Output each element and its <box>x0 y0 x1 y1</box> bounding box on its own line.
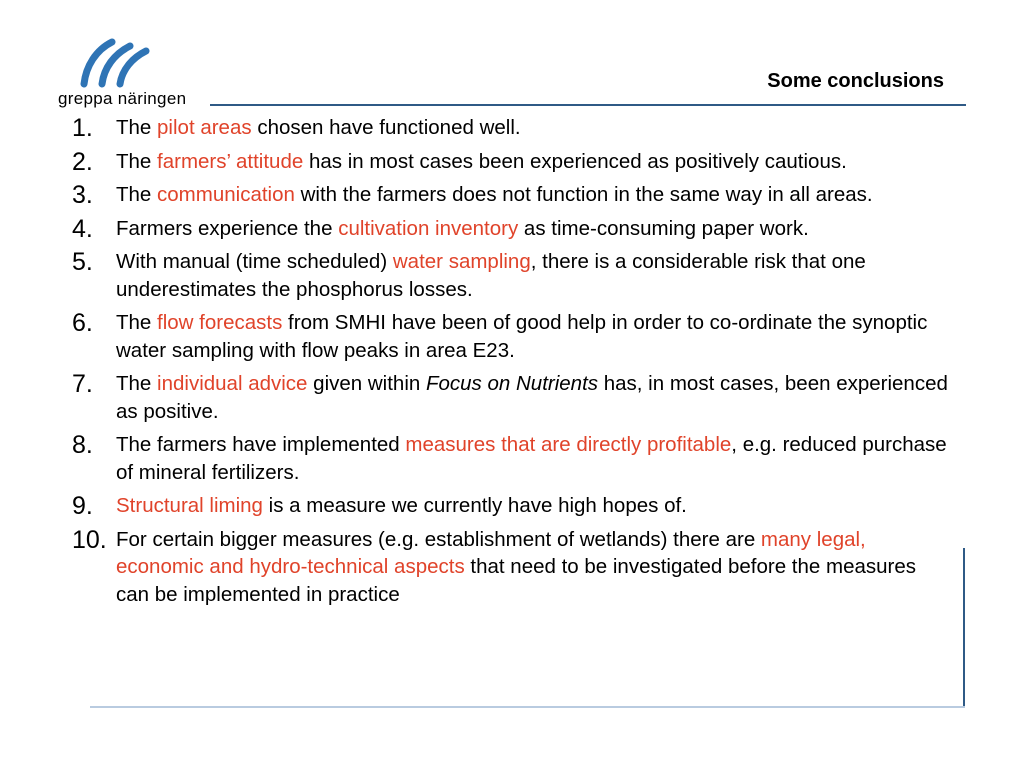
item-number: 10. <box>72 525 107 554</box>
highlighted-phrase: communication <box>157 183 295 206</box>
item-number: 6. <box>72 309 93 337</box>
conclusions-list <box>72 114 952 614</box>
item-text: The farmers have implemented <box>116 433 406 456</box>
item-text: from SMHI have been of good help in order to co-ordinate the synoptic water sampling with flow peaks in area E23. <box>116 311 928 362</box>
title-rule <box>210 104 966 106</box>
list-item <box>72 181 952 209</box>
slide-title: Some conclusions <box>767 70 944 92</box>
italic-phrase: Focus on Nutrients <box>425 372 599 395</box>
item-text: has, in most cases, been experienced as positive. <box>116 372 948 423</box>
item-text: The <box>116 372 158 395</box>
greppa-naringen-logo <box>58 38 198 110</box>
highlighted-phrase: measures that are directly profitable <box>405 433 732 456</box>
item-text: that need to be investigated before the measures can be implemented in practice <box>116 555 917 606</box>
logo-text: greppa näringen <box>58 89 187 108</box>
item-text: , e.g. reduced purchase of mineral fertilizers. <box>116 433 947 484</box>
item-number: 8. <box>72 431 93 459</box>
list-item <box>72 526 952 609</box>
list-item <box>72 114 952 142</box>
item-text: The <box>116 149 158 173</box>
list-item <box>72 309 952 364</box>
item-text: has in most cases been experienced as positively cautious. <box>303 149 847 173</box>
item-text: The <box>116 311 158 334</box>
highlighted-phrase: cultivation inventory <box>338 216 519 240</box>
highlighted-phrase: many legal, economic and hydro-technical aspects <box>116 527 866 578</box>
item-text: With manual (time scheduled) <box>116 250 393 273</box>
item-number: 4. <box>72 214 93 243</box>
highlighted-phrase: Structural liming <box>116 494 263 517</box>
highlighted-phrase: flow forecasts <box>157 311 283 334</box>
list-item <box>72 248 952 303</box>
highlighted-phrase: water sampling <box>392 250 531 273</box>
item-text: , there is a considerable risk that one underestimates the phosphorus losses. <box>116 250 866 301</box>
highlighted-phrase: individual advice <box>157 372 308 395</box>
waves-logo-icon <box>78 38 158 88</box>
frame-rule-bottom <box>90 706 965 708</box>
item-text: The <box>116 116 158 139</box>
item-number: 2. <box>72 147 93 176</box>
list-item <box>72 215 952 243</box>
item-text: given within <box>307 372 426 395</box>
item-text: chosen have functioned well. <box>251 116 521 139</box>
item-text: The <box>116 183 158 206</box>
highlighted-phrase: farmers’ attitude <box>157 149 304 173</box>
item-text: Farmers experience the <box>116 216 339 240</box>
list-item <box>72 148 952 176</box>
frame-rule-vertical <box>963 548 965 708</box>
list-item <box>72 492 952 520</box>
item-number: 1. <box>72 114 93 142</box>
item-number: 3. <box>72 181 93 209</box>
item-text: with the farmers does not function in the same way in all areas. <box>294 183 873 206</box>
item-text: For certain bigger measures (e.g. establishment of wetlands) there are <box>116 527 761 551</box>
item-text: is a measure we currently have high hopes of. <box>262 494 687 517</box>
item-number: 5. <box>72 248 93 276</box>
highlighted-phrase: pilot areas <box>157 116 252 139</box>
item-number: 7. <box>72 370 93 398</box>
list-item <box>72 431 952 486</box>
list-item <box>72 370 952 425</box>
item-number: 9. <box>72 492 93 520</box>
item-text: as time-consuming paper work. <box>518 216 809 240</box>
